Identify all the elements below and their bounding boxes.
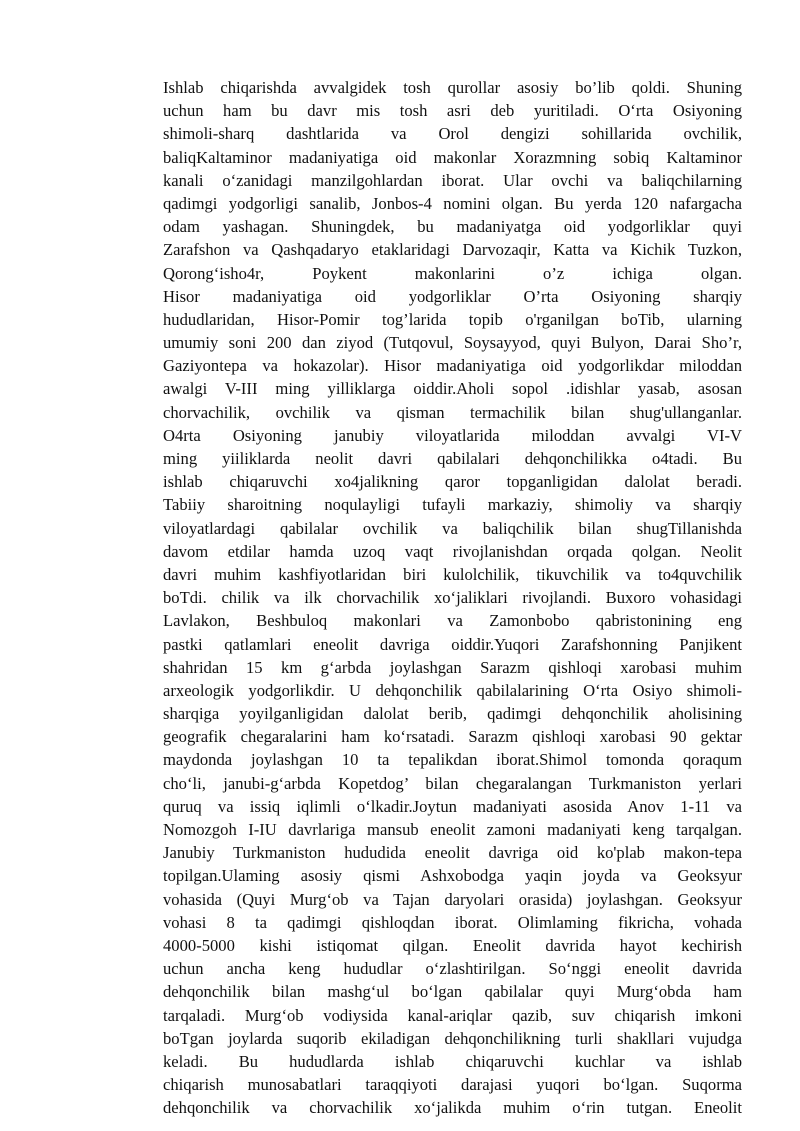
- document-page: [163, 76, 742, 1119]
- text-line: shimoli-sharq dashtlarida va Orol dengizi sohillarida ovchilik,: [163, 124, 742, 144]
- text-line: keladi. Bu hududlarda ishlab chiqaruvchi kuchlar va ishlab: [163, 1051, 742, 1071]
- text-line: chiqarish munosabatlari taraqqiyoti darajasi yuqori bo‘lgan. Suqorma: [163, 1075, 742, 1095]
- text-line: Qorong‘isho4r, Poykent makonlarini o’z ichiga olgan.: [163, 263, 742, 283]
- text-line: Nomozgoh I-IU davrlariga mansub eneolit zamoni madaniyati keng tarqalgan.: [163, 820, 742, 839]
- text-line: boTgan joylarda suqorib ekiladigan dehqonchilikning turli shakllari vujudga: [163, 1028, 742, 1048]
- text-line: 4000-5000 kishi istiqomat qilgan. Eneolit davrida hayot kechirish: [163, 935, 742, 955]
- text-line: shahridan 15 km g‘arbda joylashgan Sarazm qishloqi xarobasi muhim: [163, 657, 742, 677]
- text-line: hududlaridan, Hisor-Pomir tog’larida topib o'rganilgan boTib, ularning: [163, 309, 742, 329]
- text-line: boTdi. chilik va ilk chorvachilik xo‘jaliklari rivojlandi. Buxoro vohasidagi: [163, 588, 742, 608]
- text-line: tarqaladi. Murg‘ob vodiysida kanal-ariqlar qazib, suv chiqarish imkoni: [163, 1005, 742, 1025]
- text-line: chorvachilik, ovchilik va qisman termachilik bilan shug'ullanganlar.: [163, 402, 742, 422]
- text-line: dehqonchilik va chorvachilik xo‘jalikda muhim o‘rin tutgan. Eneolit: [163, 1098, 742, 1118]
- text-line: quruq va issiq iqlimli o‘lkadir.Joytun madaniyati asosida Anov 1-11 va: [163, 796, 742, 816]
- text-line: Hisor madaniyatiga oid yodgorliklar O’rta Osiyoning sharqiy: [163, 286, 742, 306]
- text-line: O4rta Osiyoning janubiy viloyatlarida miloddan avvalgi VI-V: [163, 425, 742, 445]
- text-line: pastki qatlamlari eneolit davriga oiddir.Yuqori Zarafshonning Panjikent: [163, 634, 742, 654]
- text-line: uchun ancha keng hududlar o‘zlashtirilgan. So‘nggi eneolit davrida: [163, 959, 742, 979]
- text-line: kanali o‘zanidagi manzilgohlardan iborat. Ular ovchi va baliqchilarning: [163, 170, 742, 190]
- text-line: vohasi 8 ta qadimgi qishloqdan iborat. Olimlaming fikricha, vohada: [163, 912, 742, 932]
- text-line: dehqonchilik bilan mashg‘ul bo‘lgan qabilalar quyi Murg‘obda ham: [163, 982, 742, 1002]
- text-line: ming yiiliklarda neolit davri qabilalari dehqonchilikka o4tadi. Bu: [163, 449, 742, 468]
- text-line: Janubiy Turkmaniston hududida eneolit davriga oid ko'plab makon-tepa: [163, 843, 742, 863]
- text-line: qadimgi yodgorligi sanalib, Jonbos-4 nomini olgan. Bu yerda 120 nafargacha: [163, 193, 742, 213]
- text-line: uchun ham bu davr mis tosh asri deb yuritiladi. O‘rta Osiyoning: [163, 101, 742, 121]
- text-line: umumiy soni 200 dan ziyod (Tutqovul, Soysayyod, quyi Bulyon, Darai Sho’r,: [163, 333, 742, 353]
- text-line: awalgi V-III ming yilliklarga oiddir.Aholi sopol .idishlar yasab, asosan: [163, 379, 742, 399]
- text-line: viloyatlardagi qabilalar ovchilik va baliqchilik bilan shugTillanishda: [163, 518, 742, 538]
- text-line: Zarafshon va Qashqadaryo etaklaridagi Darvozaqir, Katta va Kichik Tuzkon,: [163, 240, 742, 260]
- text-line: Gaziyontepa va hokazolar). Hisor madaniyatiga oid yodgorlikdar miloddan: [163, 356, 742, 376]
- text-line: arxeologik yodgorlikdir. U dehqonchilik qabilalarining O‘rta Osiyo shimoli-: [163, 680, 742, 700]
- text-line: topilgan.Ulaming asosiy qismi Ashxobodga yaqin joyda va Geoksyur: [163, 866, 742, 886]
- text-line: maydonda joylashgan 10 ta tepalikdan iborat.Shimol tomonda qoraqum: [163, 750, 742, 770]
- text-line: odam yashagan. Shuningdek, bu madaniyatga oid yodgorliklar quyi: [163, 217, 742, 237]
- text-line: davom etdilar hamda uzoq vaqt rivojlanishdan orqada qolgan. Neolit: [163, 541, 742, 561]
- body-paragraph: [163, 76, 742, 1119]
- text-line: geografik chegaralarini ham ko‘rsatadi. Sarazm qishloqi xarobasi 90 gektar: [163, 727, 742, 747]
- text-line: Ishlab chiqarishda avvalgidek tosh qurollar asosiy bo’lib qoldi. Shuning: [163, 78, 742, 97]
- text-line: davri muhim kashfiyotlaridan biri kulolchilik, tikuvchilik va to4quvchilik: [163, 564, 742, 584]
- text-line: sharqiga yoyilganligidan dalolat berib, qadimgi dehqonchilik aholisining: [163, 704, 742, 724]
- text-line: Lavlakon, Beshbuloq makonlari va Zamonbobo qabristonining eng: [163, 611, 742, 631]
- text-line: vohasida (Quyi Murg‘ob va Tajan daryolari orasida) joylashgan. Geoksyur: [163, 889, 742, 909]
- text-line: baliqKaltaminor madaniyatiga oid makonlar Xorazmning sobiq Kaltaminor: [163, 147, 742, 167]
- text-line: cho‘li, janubi-g‘arbda Kopetdog’ bilan chegaralangan Turkmaniston yerlari: [163, 773, 742, 793]
- text-line: Tabiiy sharoitning noqulayligi tufayli markaziy, shimoliy va sharqiy: [163, 495, 742, 515]
- text-line: ishlab chiqaruvchi xo4jalikning qaror topganligidan dalolat beradi.: [163, 472, 742, 492]
